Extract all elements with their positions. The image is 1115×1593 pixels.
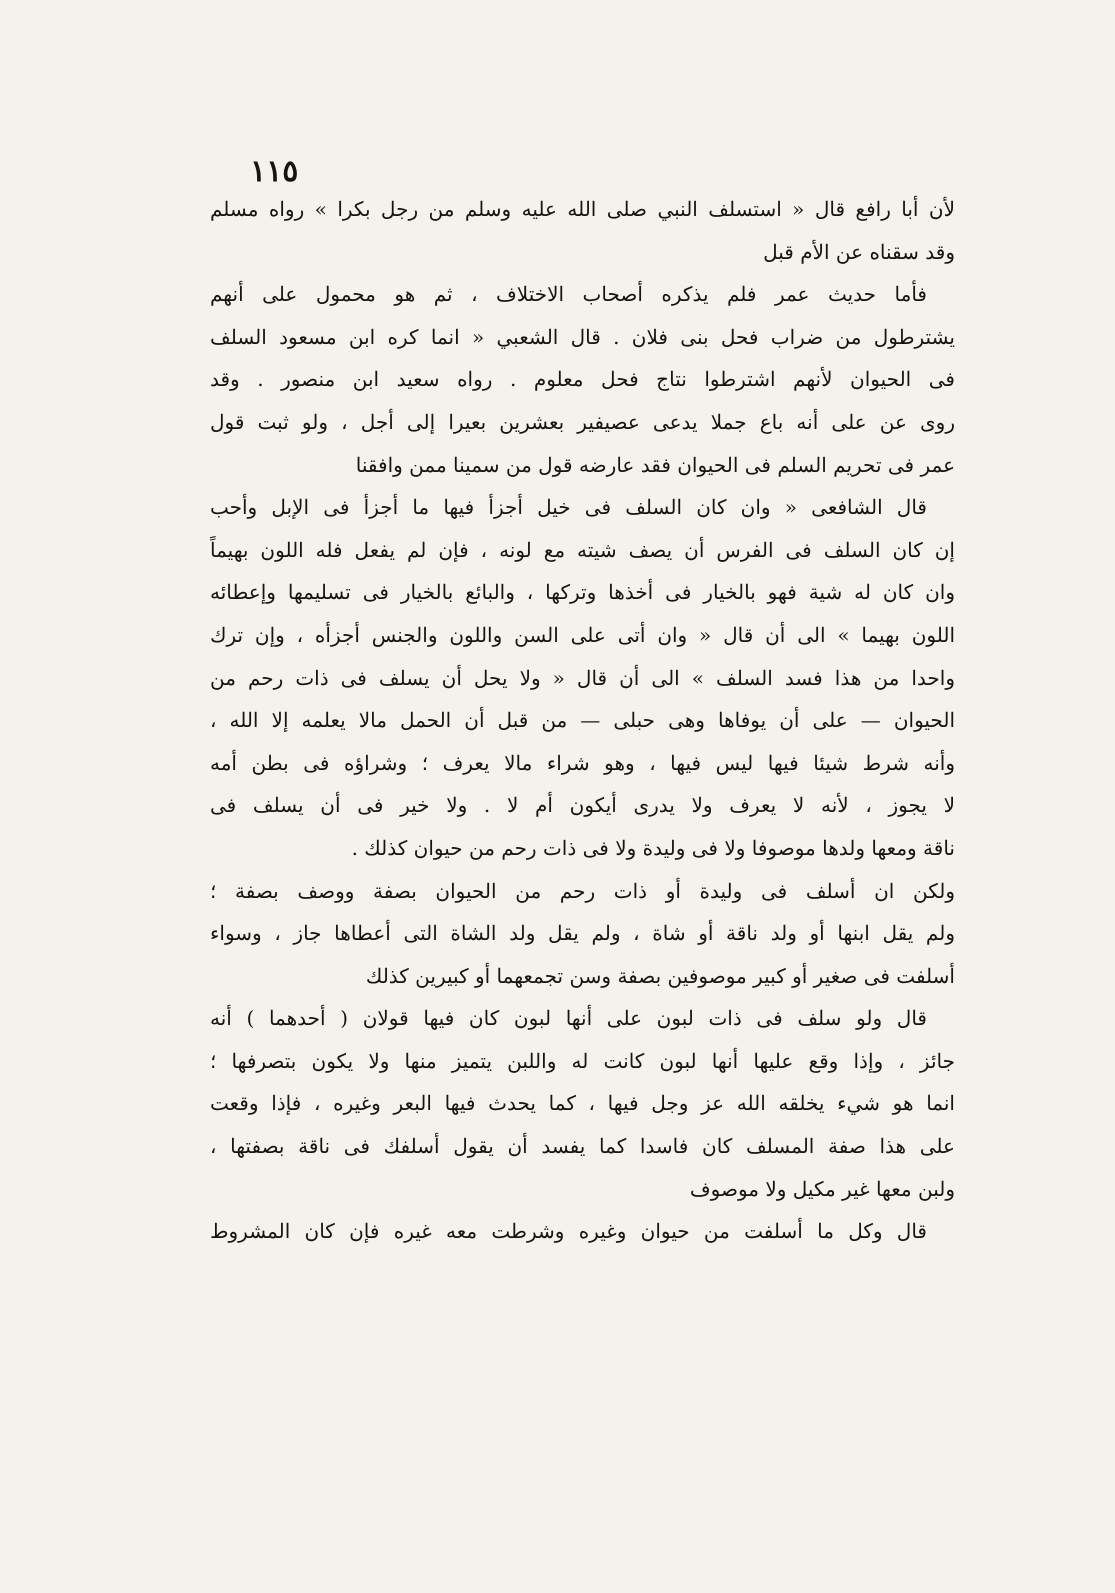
text-line: انما هو شيء يخلقه الله عز وجل فيها ، كما يحدث فيها البعر وغيره ، فإذا وقعت — [210, 1091, 955, 1116]
page-number: ١١٥ — [250, 154, 299, 189]
text-line: على هذا صفة المسلف كان فاسدا كما يفسد أن يقول أسلفك فى ناقة بصفتها ، — [210, 1134, 955, 1159]
text-line: جائز ، وإذا وقع عليها أنها لبون كانت له واللبن يتميز منها ولا يكون بتصرفها ؛ — [210, 1048, 955, 1073]
text-line: ولبن معها غير مكيل ولا موصوف — [689, 1176, 955, 1201]
text-line: قال ولو سلف فى ذات لبون على أنها لبون كان فيها قولان ( أحدهما ) أنه — [210, 1006, 927, 1031]
body-text — [210, 188, 955, 1253]
text-line: الحيوان — على أن يوفاها وهى حبلى — من قبل أن الحمل مالا يعلمه إلا الله ، — [210, 708, 955, 733]
text-line: ولم يقل ابنها أو ولد ناقة أو شاة ، ولم يقل ولد الشاة التى أعطاها جاز ، وسواء — [210, 921, 955, 946]
text-line: ولكن ان أسلف فى وليدة أو ذات رحم من الحيوان بصفة ووصف بصفة ؛ — [210, 878, 955, 903]
text-line: ناقة ومعها ولدها موصوفا ولا فى وليدة ولا فى ذات رحم من حيوان كذلك . — [351, 835, 955, 860]
text-line: وأنه شرط شيئا فيها ليس فيها ، وهو شراء مالا يعرف ؛ وشراؤه فى بطن أمه — [210, 750, 955, 775]
text-line: لأن أبا رافع قال « استسلف النبي صلى الله عليه وسلم من رجل بكرا » رواه مسلم — [210, 197, 955, 221]
text-line: قال وكل ما أسلفت من حيوان وغيره وشرطت معه غيره فإن كان المشروط — [210, 1219, 927, 1244]
text-line: إن كان السلف فى الفرس أن يصف شيته مع لونه ، فإن لم يفعل فله اللون بهيماً — [210, 537, 955, 562]
text-line: لا يجوز ، لأنه لا يعرف ولا يدرى أيكون أم لا . ولا خير فى أن يسلف فى — [210, 793, 955, 818]
text-line: أسلفت فى صغير أو كبير موصوفين بصفة وسن تجمعهما أو كبيرين كذلك — [365, 963, 955, 988]
text-line: وان كان له شية فهو بالخيار فى أخذها وتركها ، والبائع بالخيار فى تسليمها وإعطائه — [210, 580, 955, 605]
text-line: اللون بهيما » الى أن قال « وان أتى على السن واللون والجنس أجزأه ، وإن ترك — [210, 622, 955, 647]
text-line: فأما حديث عمر فلم يذكره أصحاب الاختلاف ، ثم هو محمول على أنهم — [210, 282, 927, 307]
text-line: يشترطول من ضراب فحل بنى فلان . قال الشعبي « انما كره ابن مسعود السلف — [210, 324, 955, 349]
text-line: روى عن على أنه باع جملا يدعى عصيفير بعشرين بعيرا إلى أجل ، ولو ثبت قول — [210, 409, 955, 434]
text-line: قال الشافعى « وان كان السلف فى خيل أجزأ فيها ما أجزأ فى الإبل وأحب — [210, 495, 927, 520]
text-line: وقد سقناه عن الأم قبل — [763, 239, 955, 264]
text-line: واحدا من هذا فسد السلف » الى أن قال « ولا يحل أن يسلف فى ذات رحم من — [210, 665, 955, 690]
text-line: فى الحيوان لأنهم اشترطوا نتاج فحل معلوم . رواه سعيد ابن منصور . وقد — [210, 367, 955, 392]
text-line: عمر فى تحريم السلم فى الحيوان فقد عارضه قول من سمينا ممن وافقنا — [355, 452, 955, 477]
